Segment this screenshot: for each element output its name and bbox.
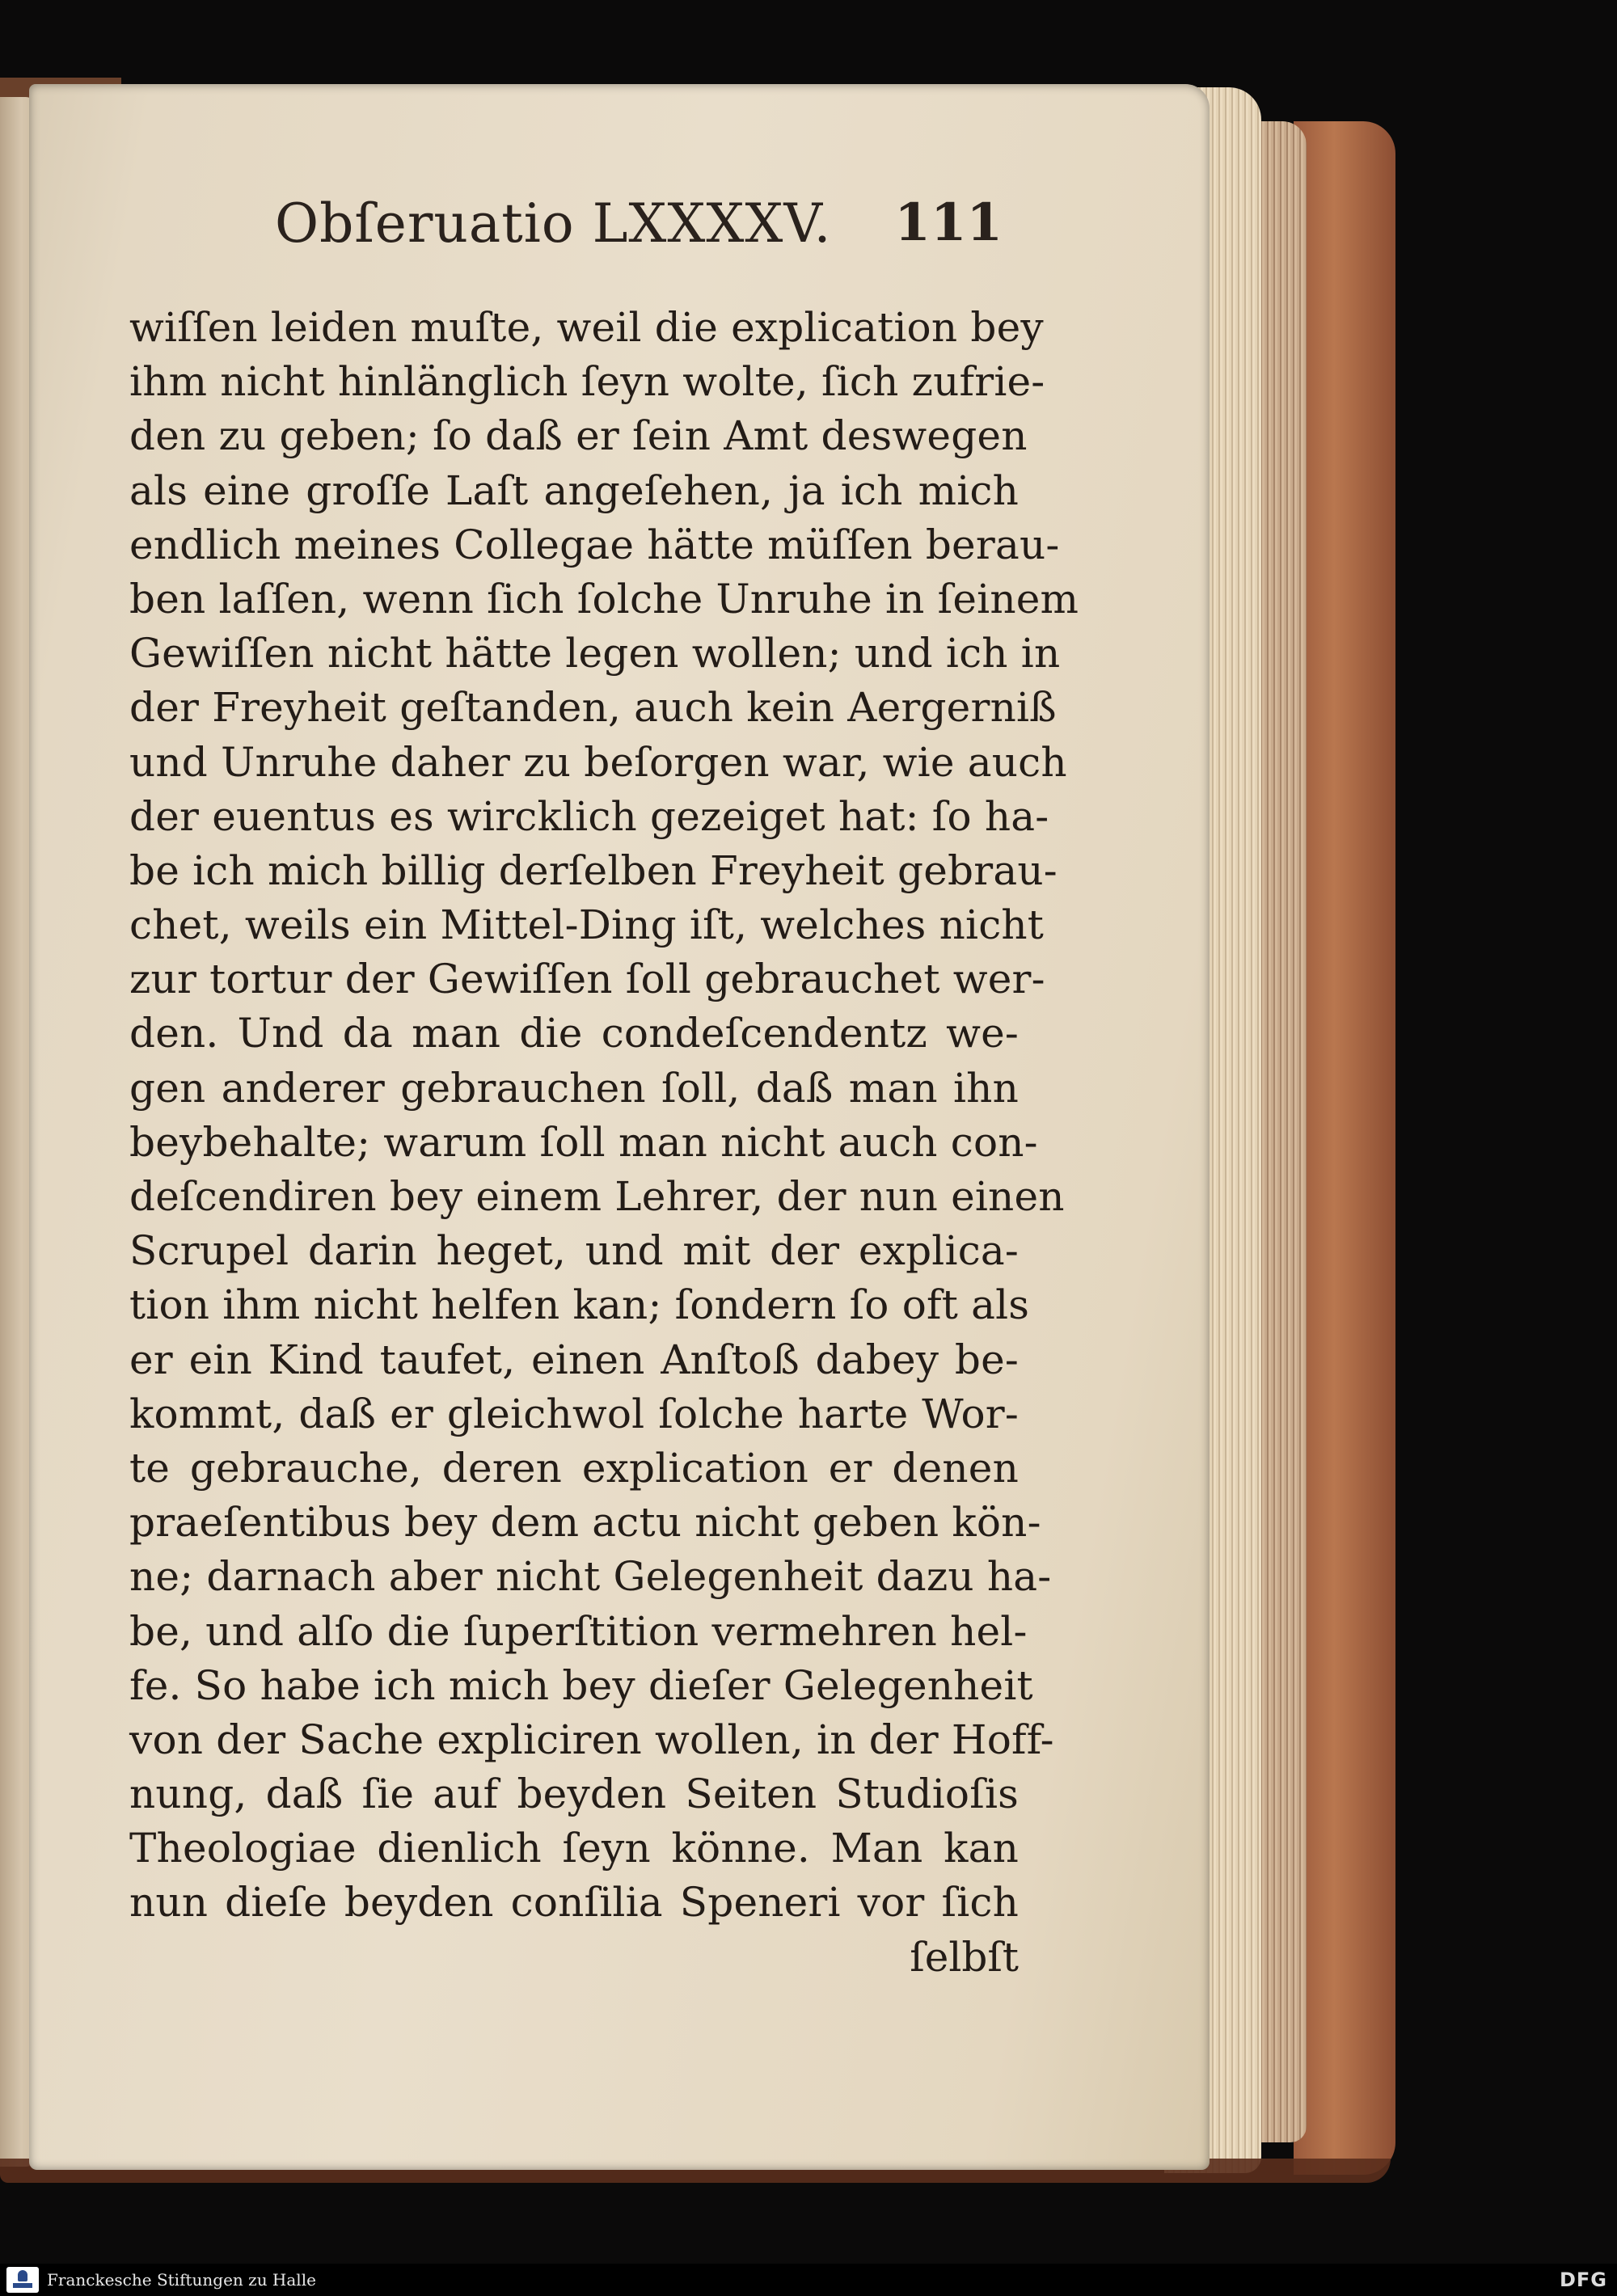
catchword: ſelbſt [910,1933,1019,1981]
footer-bar [0,2264,1617,2296]
text-line: be ich mich billig derſelben Freyheit gebrau- [129,846,1058,894]
running-title: Obſeruatio LXXXXV. [275,192,832,255]
logo-base [13,2283,32,2288]
text-line: wiſſen leiden muſte, weil die explication bey [129,304,1044,351]
text-line: ihm nicht hinlänglich ſeyn wolte, ſich zufrie- [129,358,1045,406]
book-cover-right [1294,121,1395,2175]
text-line: der euentus es wircklich gezeiget hat: ſo ha- [129,792,1049,840]
text-line: deſcendiren bey einem Lehrer, der nun einen [129,1173,1065,1220]
text-line: als eine groſſe Laſt angeſehen, ja ich mich [129,466,1019,514]
text-line: nung, daß ſie auf beyden Seiten Studioſis [129,1771,1019,1818]
text-line: gen anderer gebrauchen ſoll, daß man ihn [129,1064,1019,1112]
text-line: be, und alſo die ſuperſtition vermehren hel- [129,1607,1028,1655]
footer-institution: Franckesche Stiftungen zu Halle [47,2270,316,2290]
text-line: den. Und da man die condeſcendentz we- [129,1010,1019,1057]
text-line: Scrupel darin heget, und mit der explica- [129,1227,1019,1275]
text-line: Theologiae dienlich ſeyn könne. Man kan [129,1825,1019,1872]
text-line: zur tortur der Gewiſſen ſoll gebrauchet wer- [129,956,1045,1003]
text-line: endlich meines Collegae hätte müſſen berau- [129,521,1060,568]
text-line: er ein Kind taufet, einen Anſtoß dabey be- [129,1336,1019,1383]
text-line: tion ihm nicht helfen kan; ſondern ſo oft als [129,1281,1030,1329]
text-line: kommt, daß er gleichwol ſolche harte Wor- [129,1390,1019,1437]
text-line: Gewiſſen nicht hätte legen wollen; und ich in [129,630,1061,677]
page-edges-outer [1258,121,1307,2142]
text-line: beybehalte; warum ſoll man nicht auch con- [129,1118,1038,1166]
text-line: ne; darnach aber nicht Gelegenheit dazu ha- [129,1553,1052,1601]
text-line: chet, weils ein Mittel-Ding iſt, welches nicht [129,901,1045,949]
text-line: der Freyheit geſtanden, auch kein Aergerniß [129,684,1057,732]
text-line: ben laſſen, wenn ſich ſolche Unruhe in ſeinem [129,575,1079,623]
body-text [129,301,1079,1985]
footer-dfg-logo: DFG [1559,2269,1607,2291]
institution-logo-icon [6,2267,39,2293]
text-line: nun dieſe beyden conſilia Speneri vor ſich [129,1879,1019,1927]
text-line: praeſentibus bey dem actu nicht geben kön- [129,1499,1041,1547]
text-line: te gebrauche, deren explication er denen [129,1444,1019,1492]
text-line: und Unruhe daher zu beſorgen war, wie auch [129,738,1067,786]
text-line: fe. So habe ich mich bey dieſer Gelegenheit [129,1661,1033,1709]
page-number: 111 [894,192,1003,253]
text-line: von der Sache expliciren wollen, in der Hoff- [129,1716,1054,1763]
logo-mark [18,2270,27,2281]
running-head [275,192,1003,265]
text-line: den zu geben; ſo daß er ſein Amt deswegen [129,412,1028,460]
